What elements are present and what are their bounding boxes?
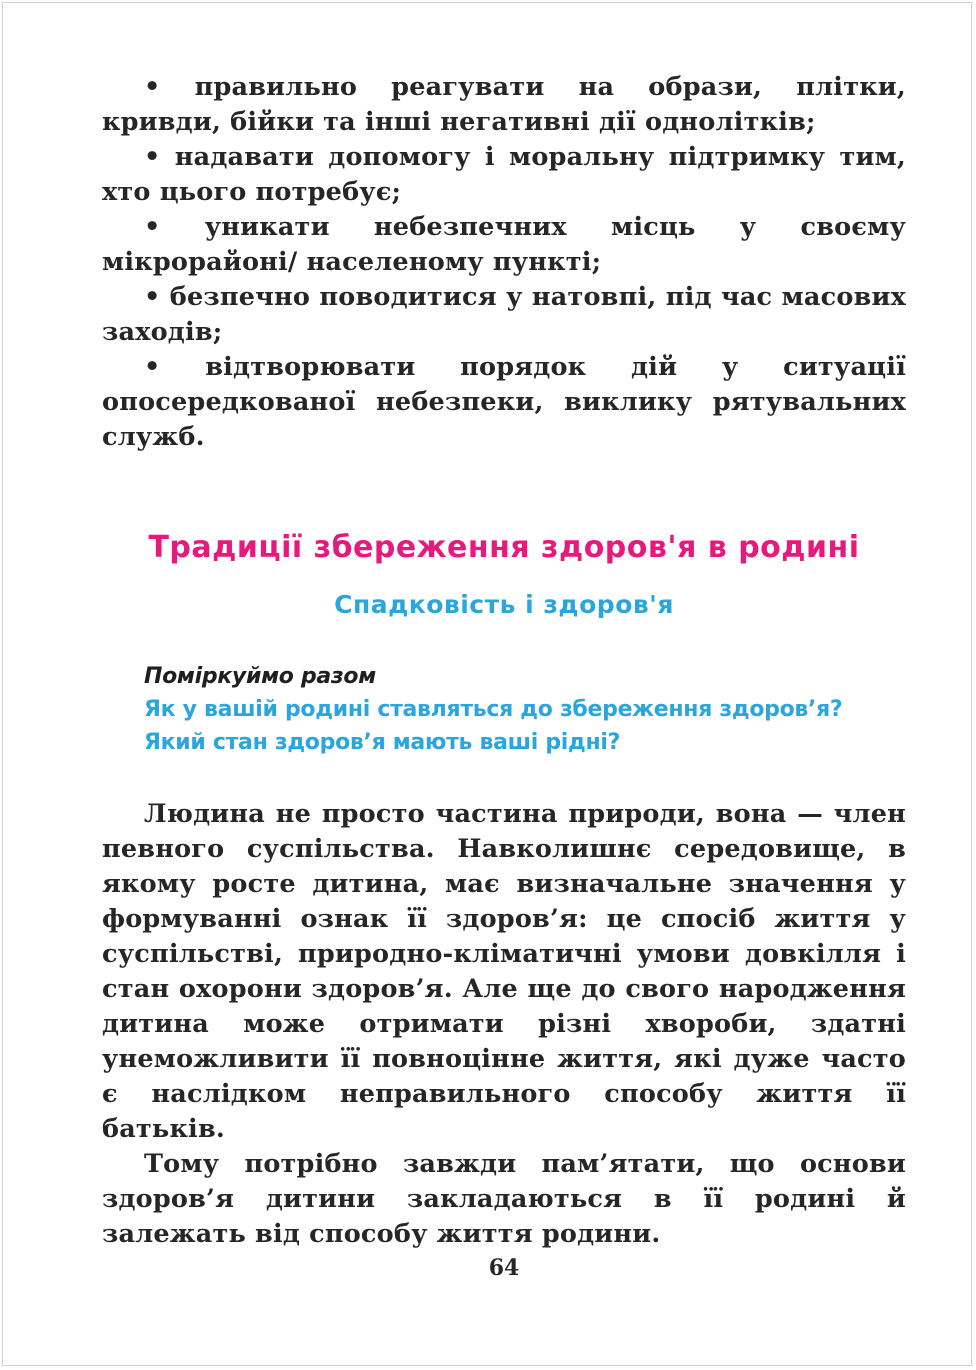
- bullet-item: • відтворювати порядок дій у ситуації опосередкованої небезпеки, виклику рятувальних служб.: [102, 352, 906, 452]
- page-content: [102, 70, 906, 1281]
- discussion-question: Як у вашій родині ставляться до збереження здоров’я?: [144, 697, 843, 722]
- bullet-item: • уникати небезпечних місць у своєму мікрорайоні/ населеному пункті;: [102, 212, 906, 277]
- paragraph: Людина не просто частина природи, вона — член певного суспільства. Навколишнє середовище, в якому росте дитина, має визначальне значення у формуванні ознак її здоров’я: це спосіб життя у суспільстві, природно-кліматичні умови довкілля і стан охорони здоров’я. Але ще до свого народження дитина може отримати різні хвороби, здатні унеможливити її повноцінне життя, які дуже часто є наслідком неправильного способу життя її батьків.: [102, 799, 906, 1144]
- paragraph: Тому потрібно завжди пам’ятати, що основи здоров’я дитини закладаються в її родині й залежать від способу життя родини.: [102, 1149, 906, 1249]
- bullet-item: • надавати допомогу і моральну підтримку тим, хто цього потребує;: [102, 142, 906, 207]
- section-heading: Традиції збереження здоров'я в родині: [148, 530, 860, 565]
- bullet-item: • безпечно поводитися у натовпі, під час масових заходів;: [102, 282, 906, 347]
- bullet-item: • правильно реагувати на образи, плітки, кривди, бійки та інші негативні дії однолітків;: [102, 72, 906, 137]
- discussion-title: Поміркуймо разом: [144, 664, 376, 689]
- section-subheading: Спадковість і здоров'я: [334, 590, 674, 619]
- main-text: [102, 797, 906, 1252]
- discussion-box: [144, 660, 914, 759]
- discussion-question: Який стан здоров’я мають ваші рідні?: [144, 730, 621, 755]
- page-number: 64: [488, 1255, 520, 1281]
- bullet-list: [102, 70, 906, 455]
